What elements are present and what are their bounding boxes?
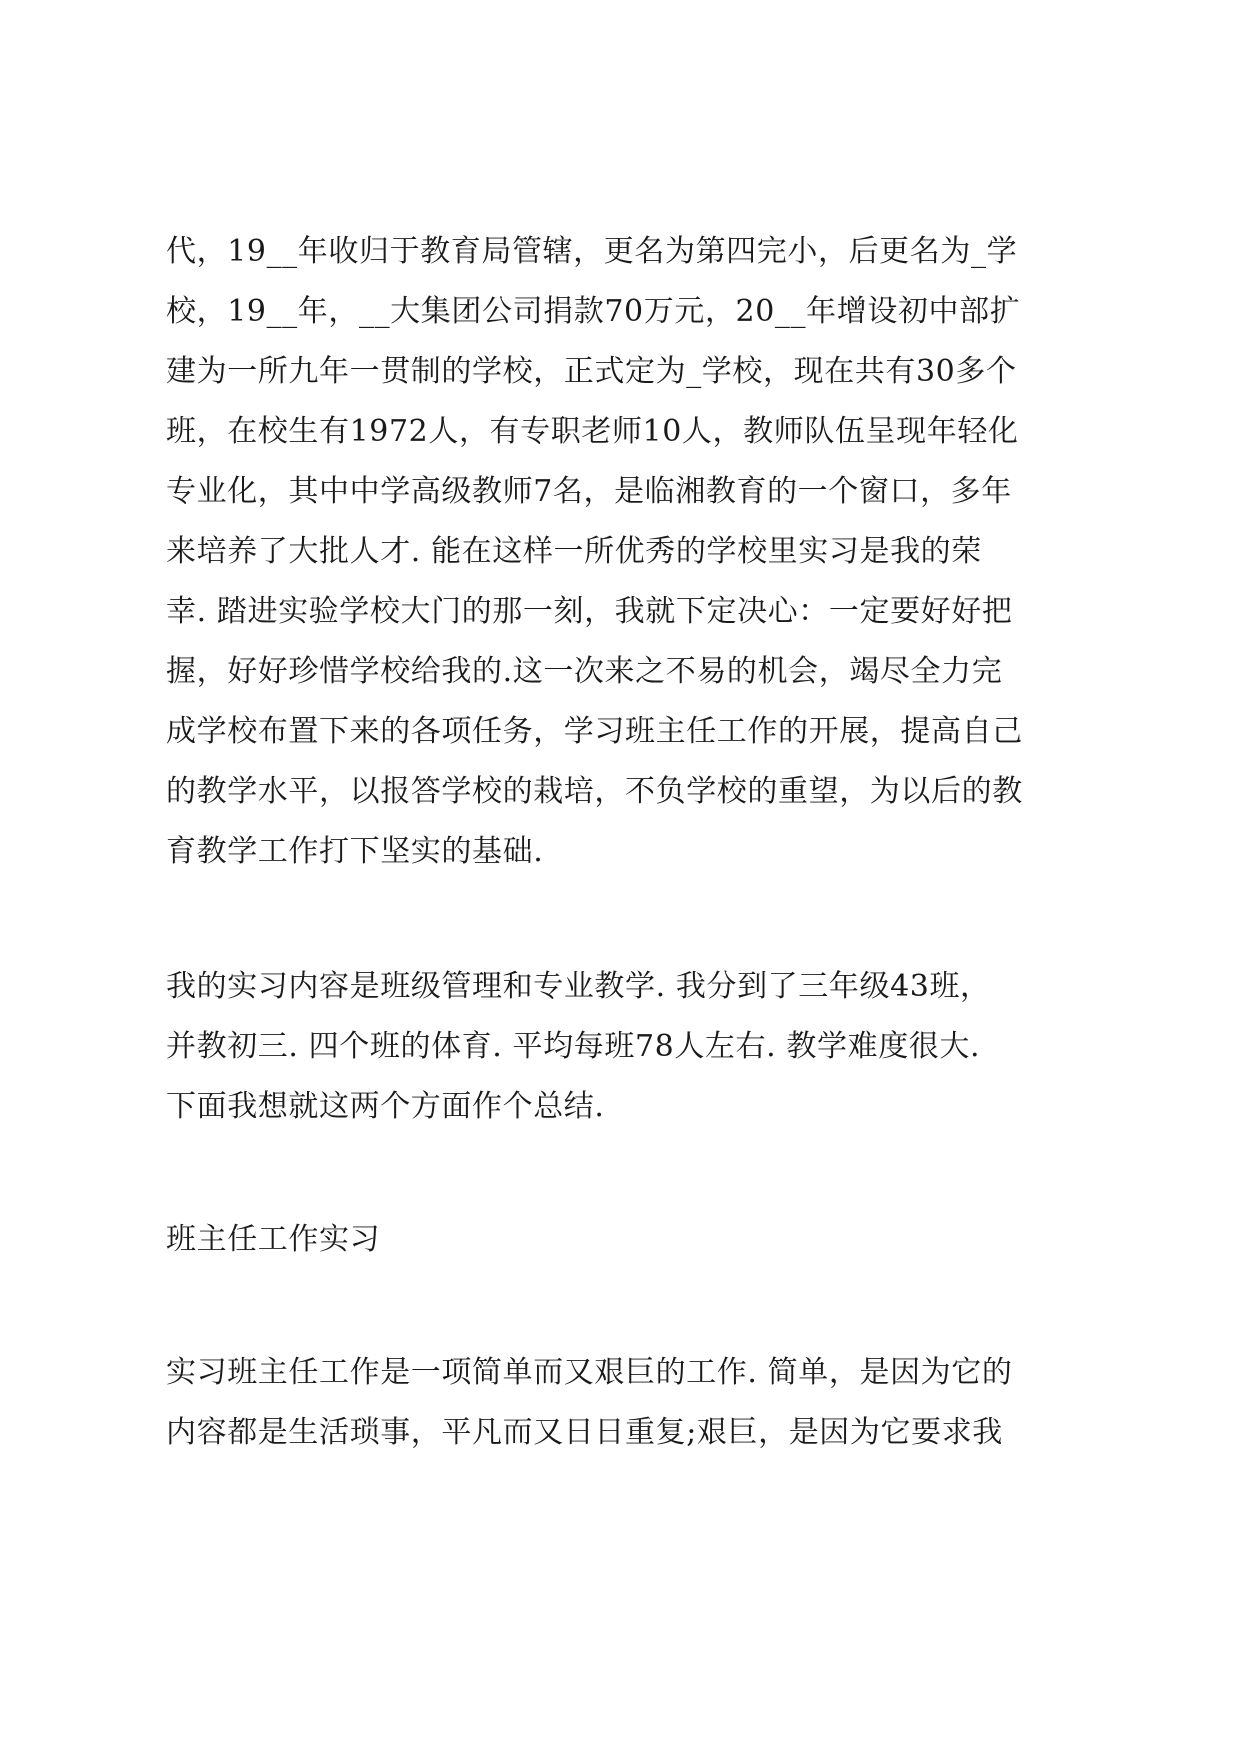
text-line: 握，好好珍惜学校给我的.这一次来之不易的机会，竭尽全力完 [166,654,1003,689]
text-line: 并教初三. 四个班的体育. 平均每班78人左右. 教学难度很大. [166,1029,981,1064]
text-line: 下面我想就这两个方面作个总结. [166,1089,605,1124]
text-line: 的教学水平，以报答学校的栽培，不负学校的重望，为以后的教 [166,774,1023,809]
text-line: 专业化，其中中学高级教师7名，是临湘教育的一个窗口，多年 [166,474,1012,509]
text-line: 代，19__年收归于教育局管辖，更名为第四完小，后更名为_学 [166,234,1018,269]
text-line: 实习班主任工作是一项简单而又艰巨的工作. 简单，是因为它的 [166,1355,1013,1390]
text-line: 建为一所九年一贯制的学校，正式定为_学校，现在共有30多个 [166,354,1017,389]
text-line: 育教学工作打下坚实的基础. [166,834,544,869]
text-line: 班，在校生有1972人，有专职老师10人，教师队伍呈现年轻化 [166,414,1019,449]
text-line: 我的实习内容是班级管理和专业教学. 我分到了三年级43班， [166,969,991,1004]
text-line: 校，19__年，__大集团公司捐款70万元，20__年增设初中部扩 [166,294,1021,329]
paragraph-internship-content [166,957,1096,1137]
paragraph-school-history [166,222,1096,882]
document-body [166,222,1096,1463]
text-line: 来培养了大批人才. 能在这样一所优秀的学校里实习是我的荣 [166,534,982,569]
text-line: 内容都是生活琐事，平凡而又日日重复;艰巨，是因为它要求我 [166,1415,1003,1450]
paragraph-class-teacher-work [166,1343,1096,1463]
text-line: 幸. 踏进实验学校大门的那一刻，我就下定决心：一定要好好把 [166,594,1013,629]
section-heading [166,1210,1096,1270]
text-line: 成学校布置下来的各项任务，学习班主任工作的开展，提高自己 [166,714,1023,749]
heading-text: 班主任工作实习 [166,1222,381,1257]
